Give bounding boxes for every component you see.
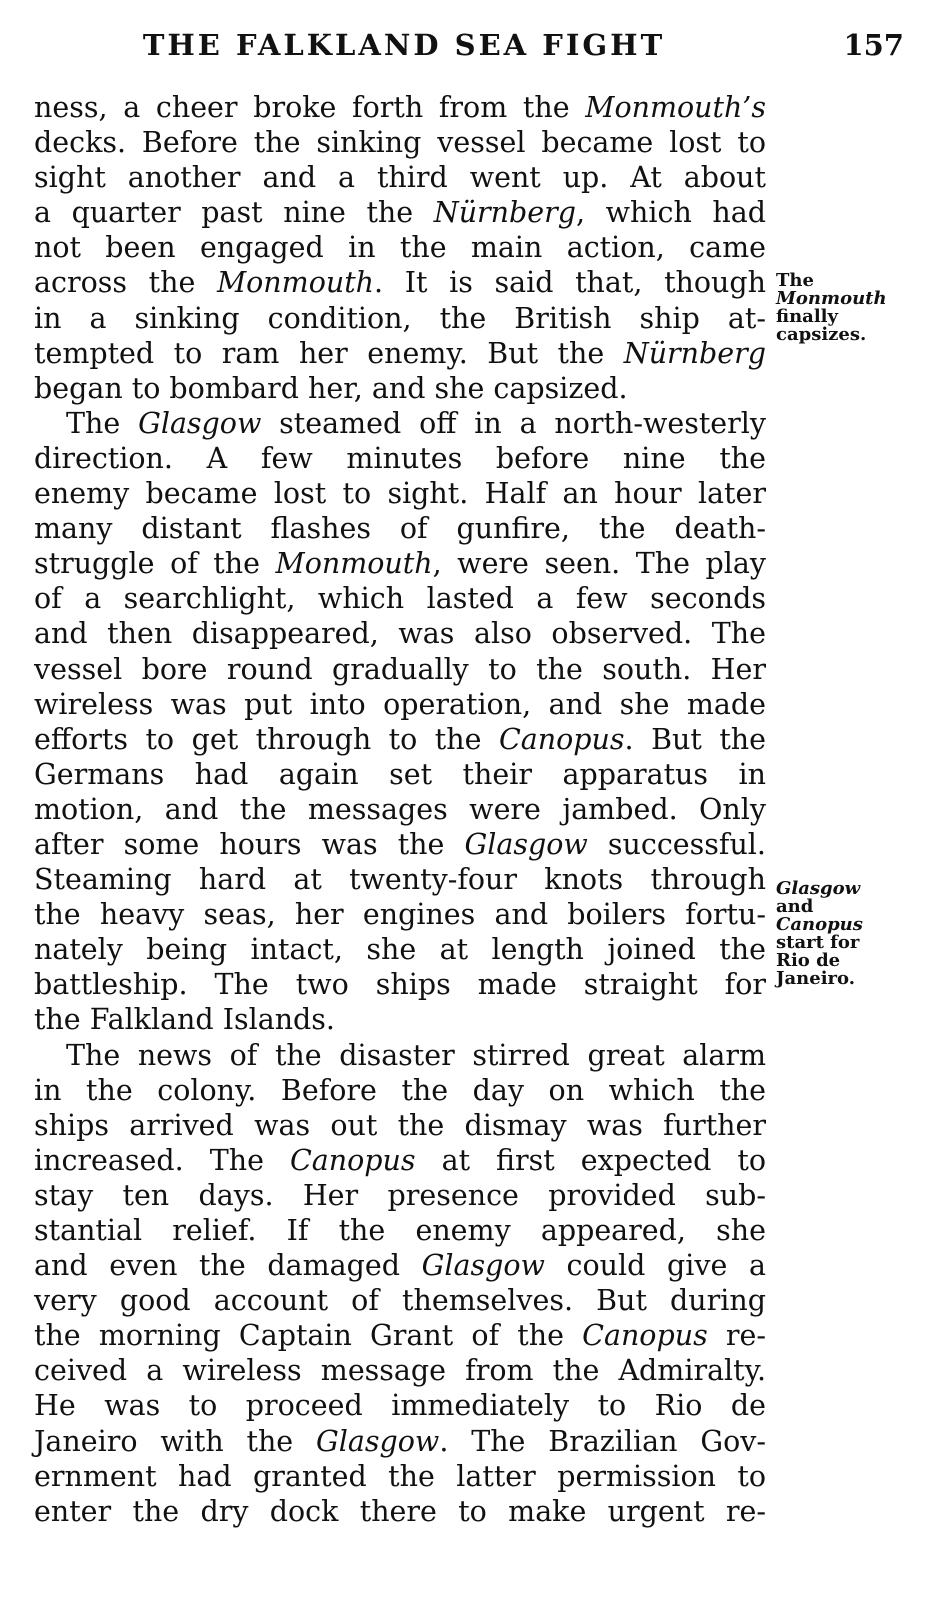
page-number: 157 xyxy=(843,28,904,62)
margin-note-line: start for xyxy=(776,932,860,953)
text-line: enemy became lost to sight. Half an hour later xyxy=(34,477,766,511)
text-line: vessel bore round gradually to the south. Her xyxy=(34,652,766,686)
text-line: the morning Captain Grant of the Canopus re- xyxy=(34,1319,767,1353)
body-text xyxy=(34,90,766,1529)
margin-note-line: and xyxy=(776,896,814,917)
text-line: direction. A few minutes before nine the xyxy=(34,441,766,475)
text-line: stay ten days. Her presence provided sub- xyxy=(34,1178,766,1212)
text-line: many distant flashes of gunfire, the death- xyxy=(34,512,766,546)
text-line: ceived a wireless message from the Admiralty. xyxy=(34,1354,766,1388)
text-line: wireless was put into operation, and she made xyxy=(34,687,766,721)
text-line: struggle of the Monmouth, were seen. The play xyxy=(34,547,766,581)
text-line: a quarter past nine the Nürnberg, which had xyxy=(34,196,766,230)
text-line: The news of the disaster stirred great alarm xyxy=(66,1038,766,1072)
text-line: began to bombard her, and she capsized. xyxy=(34,371,628,405)
text-line: and then disappeared, was also observed. The xyxy=(34,617,766,651)
text-line: the heavy seas, her engines and boilers fortu- xyxy=(34,898,766,932)
text-line: and even the damaged Glasgow could give a xyxy=(34,1249,766,1283)
text-line: ships arrived was out the dismay was further xyxy=(34,1108,766,1142)
text-line: of a searchlight, which lasted a few seconds xyxy=(34,582,766,616)
margin-note-monmouth xyxy=(776,272,887,344)
text-line: the Falkland Islands. xyxy=(34,1003,335,1037)
text-line: in a sinking condition, the British ship at- xyxy=(34,301,766,335)
margin-note-line: capsizes. xyxy=(776,324,867,345)
text-line: efforts to get through to the Canopus. But the xyxy=(34,722,766,756)
text-line: He was to proceed immediately to Rio de xyxy=(34,1389,766,1423)
text-line: sight another and a third went up. At about xyxy=(34,161,766,195)
text-line: tempted to ram her enemy. But the Nürnberg xyxy=(34,336,766,370)
text-line: nately being intact, she at length joined the xyxy=(34,933,766,967)
text-line: Janeiro with the Glasgow. The Brazilian Gov- xyxy=(34,1424,766,1458)
text-line: battleship. The two ships made straight for xyxy=(34,968,766,1002)
text-line: Germans had again set their apparatus in xyxy=(34,757,766,791)
margin-note-line: The xyxy=(776,270,814,291)
text-line: Steaming hard at twenty-four knots through xyxy=(34,863,766,897)
text-line: across the Monmouth. It is said that, though xyxy=(34,266,766,300)
margin-note-line: Monmouth xyxy=(776,288,887,309)
margin-note-line: finally xyxy=(776,306,838,327)
text-line: enter the dry dock there to make urgent re- xyxy=(34,1494,766,1528)
text-line: ness, a cheer broke forth from the Monmouth’s xyxy=(34,91,766,124)
margin-note-line: Janeiro. xyxy=(776,968,855,989)
text-line: motion, and the messages were jambed. Only xyxy=(34,792,766,826)
margin-note-glasgow xyxy=(776,880,863,988)
running-title: THE FALKLAND SEA FIGHT xyxy=(142,28,666,62)
text-line: in the colony. Before the day on which the xyxy=(34,1073,766,1107)
text-line: very good account of themselves. But during xyxy=(34,1284,766,1318)
text-line: The Glasgow steamed off in a north-westerly xyxy=(66,406,767,440)
text-line: ernment had granted the latter permission to xyxy=(34,1459,766,1493)
text-line: stantial relief. If the enemy appeared, she xyxy=(34,1214,766,1247)
margin-note-line: Glasgow xyxy=(776,878,861,899)
text-line: not been engaged in the main action, came xyxy=(34,231,766,265)
margin-note-line: Canopus xyxy=(776,914,863,935)
text-line: after some hours was the Glasgow successful. xyxy=(34,827,766,861)
text-line: decks. Before the sinking vessel became lost to xyxy=(34,126,766,160)
margin-note-line: Rio de xyxy=(776,950,841,971)
text-line: increased. The Canopus at first expected to xyxy=(34,1143,766,1177)
page-header xyxy=(34,28,904,68)
